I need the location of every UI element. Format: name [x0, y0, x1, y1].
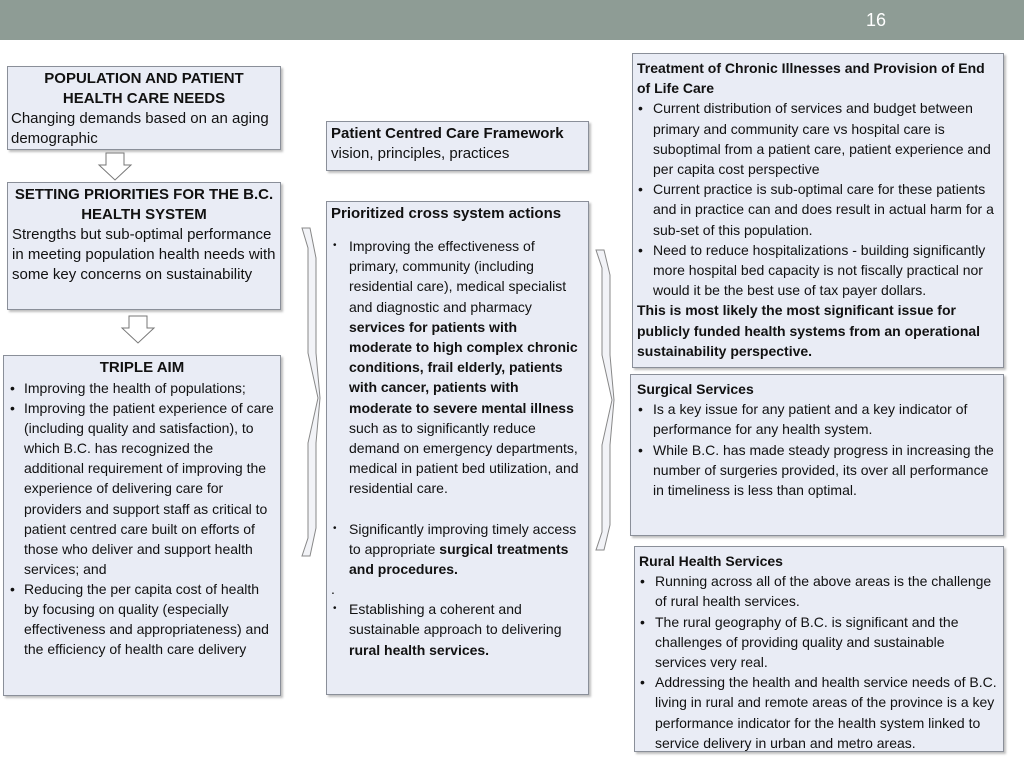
population-needs-body: Changing demands based on an aging demographic	[11, 110, 269, 147]
framework-body: vision, principles, practices	[331, 145, 510, 162]
surgical-services-title: Surgical Services	[637, 381, 754, 397]
action-item-text: such as to significantly reduce demand on emergency departments, medical in patient bed utilization, and residential care.	[349, 419, 579, 497]
action-item-text: Establishing a coherent and sustainable approach to delivering	[349, 601, 562, 638]
population-needs-box	[7, 66, 281, 150]
down-arrow-2	[121, 316, 155, 344]
chronic-illness-list	[637, 98, 999, 300]
rural-health-box	[634, 546, 1004, 752]
page-number: 16	[865, 10, 886, 30]
setting-priorities-title-line1: SETTING PRIORITIES FOR THE B.C.	[14, 186, 274, 203]
actions-title: Prioritized cross system actions	[331, 205, 562, 222]
actions-list-rural	[333, 599, 582, 660]
action-item-text: Significantly improving timely access to appropriate	[349, 520, 577, 557]
triple-aim-item: • Improving the health of populations;	[8, 378, 276, 398]
rural-health-item: • Running across all of the above areas is the challenge of rural health services.	[639, 571, 999, 611]
rural-health-title: Rural Health Services	[639, 553, 783, 569]
header-bar	[0, 0, 1024, 40]
action-item-surgical	[333, 519, 582, 580]
chronic-illness-item: • Current practice is sub-optimal care for these patients and in practice can and does result in actual harm for a sub-set of this population.	[637, 179, 999, 240]
chronic-illness-item: • Need to reduce hospitalizations - building significantly more hospital bed capacity is not fiscally practical nor would it be the best use of tax payer dollars.	[637, 240, 999, 301]
chronic-illness-box	[632, 53, 1004, 368]
surgical-services-item: • Is a key issue for any patient and a key indicator of performance for any health system.	[637, 399, 999, 439]
right-brace-arrow-right	[592, 250, 616, 550]
setting-priorities-body: Strengths but sub-optimal performance in meeting population health needs with some key concerns on sustainability	[12, 226, 276, 283]
actions-separator: .	[331, 581, 335, 598]
setting-priorities-title-line2: HEALTH SYSTEM	[81, 206, 207, 223]
chronic-illness-title: Treatment of Chronic Illnesses and Provision of End of Life Care	[637, 60, 985, 97]
rural-health-list	[639, 571, 999, 753]
triple-aim-list	[8, 378, 276, 659]
actions-list	[333, 236, 582, 579]
rural-health-item: • Addressing the health and health service needs of B.C. living in rural and remote areas of the province is a key performance indicator for the health system linked to service delivery in urban and metro areas.	[639, 672, 999, 753]
chronic-illness-item: • Current distribution of services and budget between primary and community care vs hospital care is suboptimal from a patient care, patient experience and per capita cost perspective	[637, 98, 999, 179]
down-arrow-1	[98, 153, 132, 181]
setting-priorities-box	[7, 182, 281, 310]
surgical-services-box	[630, 374, 1004, 536]
action-item-bold: surgical treatments and procedures.	[349, 540, 569, 578]
triple-aim-item: • Improving the patient experience of care (including quality and satisfaction), to which B.C. has recognized the additional requirement of improving the experience of delivering care for providers and support staff as critical to patient centred care built on efforts of those who deliver and support health services; and	[8, 398, 276, 579]
action-item-bold: services for patients with moderate to high complex chronic conditions, frail elderly, patients with cancer, patients with moderate to severe mental illness	[349, 318, 578, 416]
action-item-rural	[333, 599, 582, 660]
chronic-illness-conclusion: This is most likely the most significant issue for publicly funded health systems from an operational sustainability perspective.	[637, 302, 981, 359]
triple-aim-title: TRIPLE AIM	[99, 359, 185, 376]
population-needs-title-line2: HEALTH CARE NEEDS	[62, 90, 226, 107]
surgical-services-list	[637, 399, 999, 500]
triple-aim-item: • Reducing the per capita cost of health by focusing on quality (especially effectiveness and appropriateness) and the efficiency of health care delivery	[8, 579, 276, 659]
population-needs-title-line1: POPULATION AND PATIENT	[44, 70, 244, 87]
triple-aim-box	[3, 355, 281, 696]
actions-box	[326, 201, 589, 695]
framework-title: Patient Centred Care Framework	[331, 125, 564, 142]
right-brace-arrow-left	[298, 228, 322, 558]
framework-box	[326, 121, 589, 171]
action-item-text: Improving the effectiveness of primary, community (including residential care), medical specialist and diagnostic and pharmacy	[349, 238, 567, 315]
action-item-primary-care	[333, 236, 582, 499]
rural-health-item: • The rural geography of B.C. is significant and the challenges of providing quality and sustainable services very real.	[639, 612, 999, 673]
action-item-bold: rural health services.	[349, 641, 490, 658]
surgical-services-item: • While B.C. has made steady progress in increasing the number of surgeries provided, its over all performance in timeliness is less than optimal.	[637, 440, 999, 501]
